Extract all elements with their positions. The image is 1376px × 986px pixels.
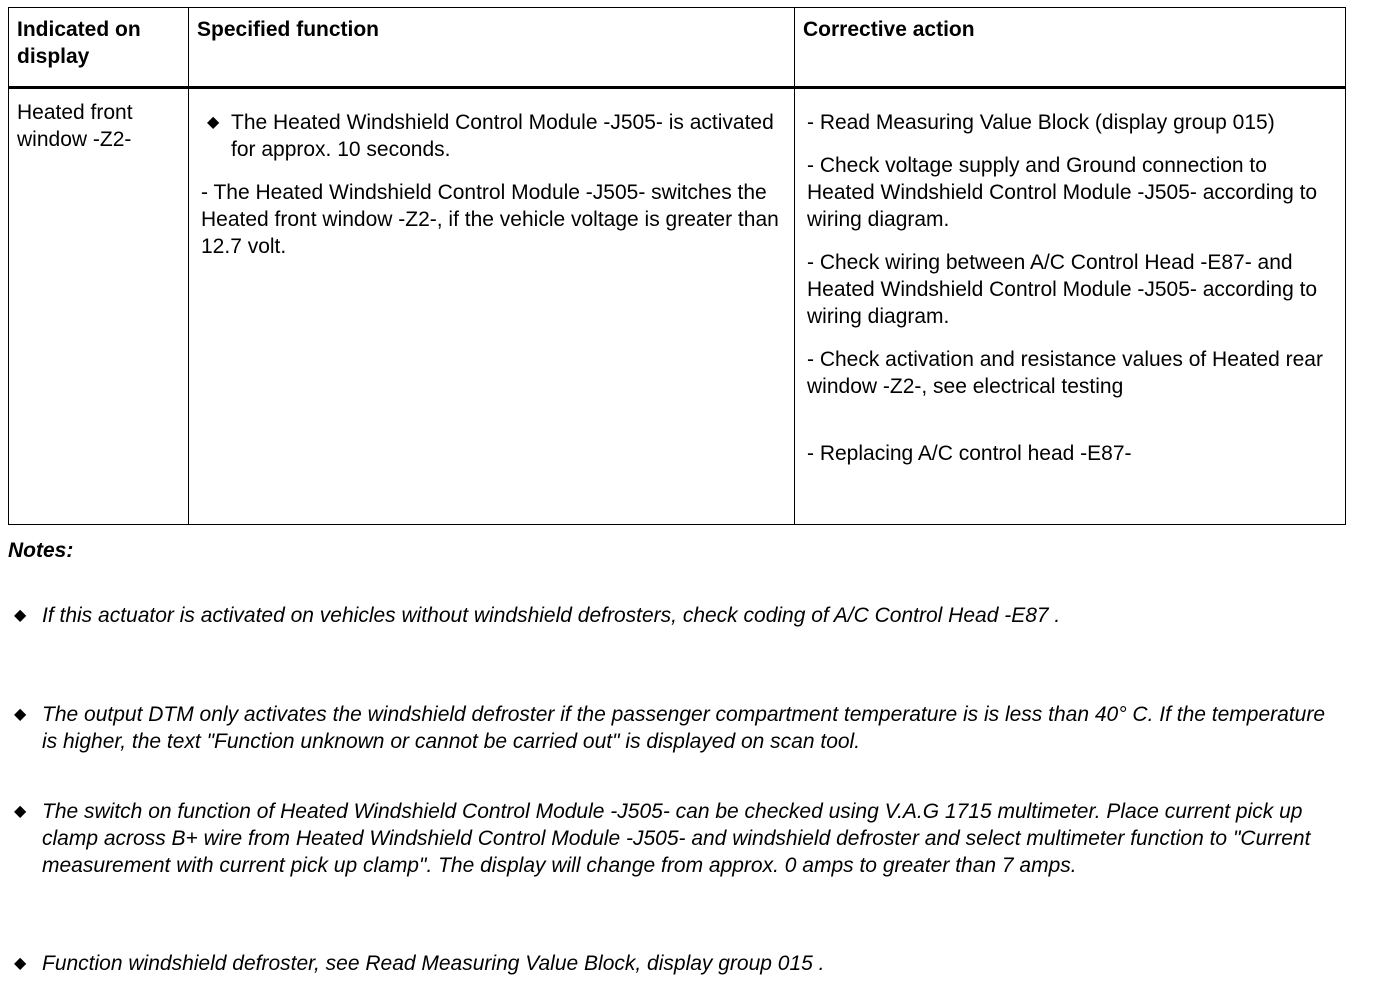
header-corrective-action: Corrective action bbox=[795, 8, 1346, 88]
corrective-action-item: - Check activation and resistance values of Heated rear window -Z2-, see electrical testing bbox=[807, 348, 1323, 398]
diamond-bullet-icon: ◆ bbox=[14, 803, 27, 820]
table-row bbox=[9, 88, 1346, 525]
table-header-row bbox=[9, 8, 1346, 88]
specified-bullet-item bbox=[201, 109, 782, 163]
diamond-bullet-icon: ◆ bbox=[14, 706, 27, 723]
corrective-action-item: - Check wiring between A/C Control Head -E87- and Heated Windshield Control Module -J505- according to wiring diagram. bbox=[807, 251, 1318, 328]
note-text: Function windshield defroster, see Read Measuring Value Block, display group 015 . bbox=[42, 952, 825, 975]
corrective-action-item: - Read Measuring Value Block (display group 015) bbox=[807, 111, 1275, 134]
diagnostic-table bbox=[8, 7, 1346, 525]
note-item bbox=[14, 950, 1344, 977]
cell-specified-function bbox=[189, 88, 795, 525]
notes-heading: Notes: bbox=[8, 539, 74, 562]
specified-bullet-text: The Heated Windshield Control Module -J505- is activated for approx. 10 seconds. bbox=[231, 111, 774, 161]
corrective-action-item: - Check voltage supply and Ground connection to Heated Windshield Control Module -J505- according to wiring diagram. bbox=[807, 154, 1318, 231]
header-specified-function: Specified function bbox=[189, 8, 795, 88]
header-indicated-on-display: Indicated on display bbox=[9, 8, 189, 88]
cell-corrective-action bbox=[795, 88, 1346, 525]
diamond-bullet-icon: ◆ bbox=[14, 955, 27, 972]
diamond-bullet-icon: ◆ bbox=[207, 114, 220, 131]
note-text: The switch on function of Heated Windshield Control Module -J505- can be checked using V.A.G 1715 multimeter. Place current pick up clamp across B+ wire from Heated Windshield Control Module -J505- and windshield defroster and select multimeter function to "Current measurement with current pick up clamp". The display will change from approx. 0 amps to greater than 7 amps. bbox=[42, 800, 1311, 877]
note-text: If this actuator is activated on vehicles without windshield defrosters, check coding of A/C Control Head -E87 . bbox=[42, 604, 1061, 627]
specified-description: - The Heated Windshield Control Module -J505- switches the Heated front window -Z2-, if the vehicle voltage is greater than 12.7 volt. bbox=[201, 181, 779, 258]
note-item bbox=[14, 798, 1344, 879]
corrective-action-item: - Replacing A/C control head -E87- bbox=[807, 442, 1132, 465]
diamond-bullet-icon: ◆ bbox=[14, 607, 27, 624]
note-item bbox=[14, 701, 1344, 755]
note-text: The output DTM only activates the windshield defroster if the passenger compartment temperature is is less than 40° C. If the temperature is higher, the text "Function unknown or cannot be carried out" is displayed on scan tool. bbox=[42, 703, 1326, 753]
note-item bbox=[14, 602, 1344, 629]
cell-indicated-on-display: Heated front window -Z2- bbox=[9, 88, 189, 525]
